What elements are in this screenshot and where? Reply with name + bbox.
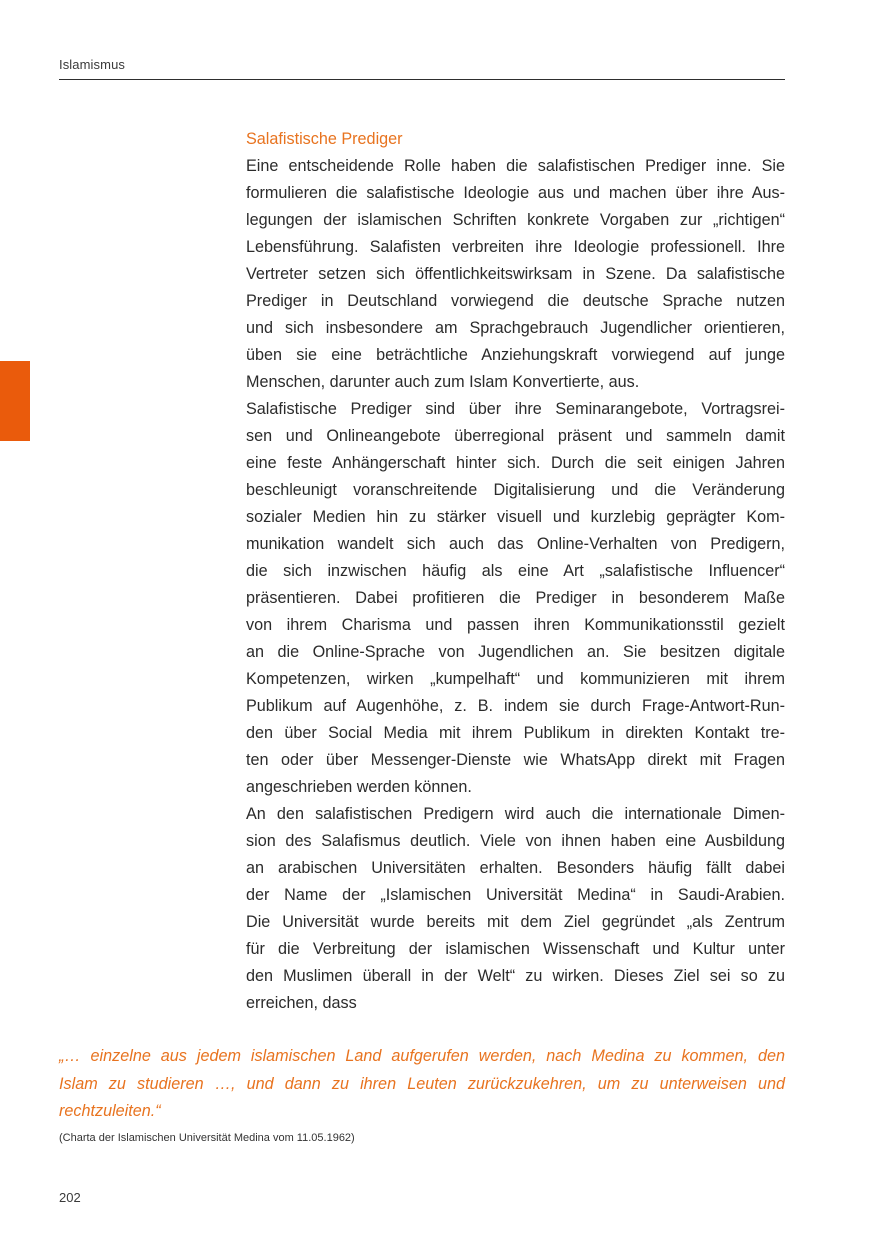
paragraph-2 [246,396,785,801]
text-line: Kompetenzen, wirken „kumpelhaft“ und kommunizieren mit ihrem [246,670,785,688]
text-line: formulieren die salafistische Ideologie aus und machen über ihre Aus- [246,184,785,202]
text-line: Eine entscheidende Rolle haben die salafistischen Prediger inne. Sie [246,157,785,175]
text-line: eine feste Anhängerschaft hinter sich. Durch die seit einigen Jahren [246,454,785,472]
pull-quote [59,1043,785,1126]
text-line: Menschen, darunter auch zum Islam Konvertierte, aus. [246,373,640,391]
text-line: und sich insbesondere am Sprachgebrauch Jugendlicher orientieren, [246,319,785,337]
text-line: an die Online-Sprache von Jugendlichen an. Sie besitzen digitale [246,643,785,661]
text-line: Salafistische Prediger sind über ihre Seminarangebote, Vortragsrei- [246,400,785,418]
text-line: an arabischen Universitäten erhalten. Besonders häufig fällt dabei [246,859,785,877]
paragraph-1 [246,153,785,396]
main-text-column [246,126,785,1017]
text-line: für die Verbreitung der islamischen Wissenschaft und Kultur unter [246,940,785,958]
text-line: sen und Onlineangebote überregional präsent und sammeln damit [246,427,785,445]
chapter-marker-tab [0,361,30,441]
text-line: der Name der „Islamischen Universität Medina“ in Saudi-Arabien. [246,886,785,904]
text-line: den über Social Media mit ihrem Publikum in direkten Kontakt tre- [246,724,785,742]
text-line: Lebensführung. Salafisten verbreiten ihre Ideologie professionell. Ihre [246,238,785,256]
text-line: legungen der islamischen Schriften konkrete Vorgaben zur „richtigen“ [246,211,785,229]
quote-line: Islam zu studieren …, und dann zu ihren Leuten zurückzukehren, um zu unterweisen und [59,1074,785,1093]
quote-line: rechtzuleiten.“ [59,1102,161,1120]
text-line: Vertreter setzen sich öffentlichkeitswirksam in Szene. Da salafistische [246,265,785,283]
text-line: den Muslimen überall in der Welt“ zu wirken. Dieses Ziel sei so zu [246,967,785,985]
text-line: munikation wandelt sich auch das Online-Verhalten von Predigern, [246,535,785,553]
text-line: beschleunigt voranschreitende Digitalisierung und die Veränderung [246,481,785,499]
text-line: Die Universität wurde bereits mit dem Ziel gegründet „als Zentrum [246,913,785,931]
section-title: Salafistische Prediger [246,130,403,148]
text-line: ten oder über Messenger-Dienste wie WhatsApp direkt mit Fragen [246,751,785,769]
text-line: sozialer Medien hin zu stärker visuell und kurzlebig geprägter Kom- [246,508,785,526]
paragraph-3 [246,801,785,1017]
quote-source: (Charta der Islamischen Universität Medina vom 11.05.1962) [59,1132,355,1144]
text-line: erreichen, dass [246,994,357,1012]
text-line: sion des Salafismus deutlich. Viele von ihnen haben eine Ausbildung [246,832,785,850]
text-line: präsentieren. Dabei profitieren die Prediger in besonderem Maße [246,589,785,607]
quote-line: „… einzelne aus jedem islamischen Land aufgerufen werden, nach Medina zu kommen, den [59,1047,785,1065]
text-line: An den salafistischen Predigern wird auch die internationale Dimen- [246,805,785,823]
text-line: von ihrem Charisma und passen ihren Kommunikationsstil gezielt [246,616,785,634]
header-rule [59,79,785,80]
running-head: Islamismus [59,57,126,72]
text-line: die sich inzwischen häufig als eine Art „salafistische Influencer“ [246,562,785,580]
text-line: Publikum auf Augenhöhe, z. B. indem sie durch Frage-Antwort-Run- [246,697,785,715]
text-line: Prediger in Deutschland vorwiegend die deutsche Sprache nutzen [246,292,785,310]
text-line: üben sie eine beträchtliche Anziehungskraft vorwiegend auf junge [246,346,785,364]
text-line: angeschrieben werden können. [246,778,472,796]
page-number: 202 [59,1190,81,1205]
